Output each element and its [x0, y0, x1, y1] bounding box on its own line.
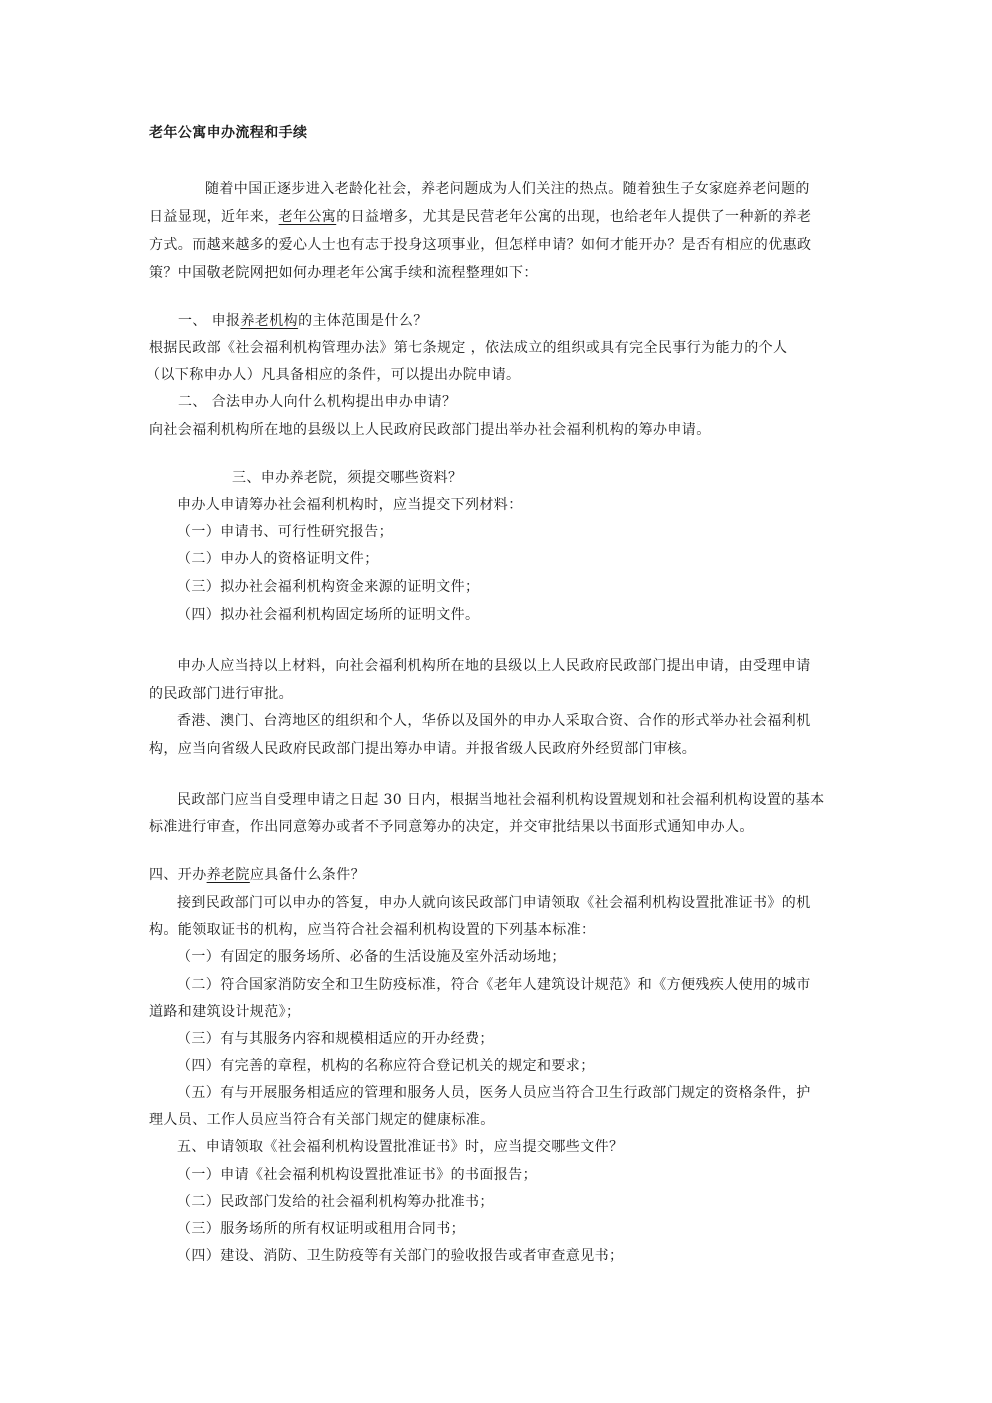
section-4-item: （三）有与其服务内容和规模相适应的开办经费； [177, 1031, 494, 1047]
section-4-item: （一）有固定的服务场所、必备的生活设施及室外活动场地； [177, 949, 566, 965]
section-2-heading: 二、 合法申办人向什么机构提出申办申请？ [178, 394, 457, 410]
intro-line-2: 日益显现，近年来，老年公寓的日益增多，尤其是民营老年公寓的出现，也给老年人提供了一种新的养老 [149, 209, 812, 225]
section-2-para-1: 向社会福利机构所在地的县级以上人民政府民政部门提出举办社会福利机构的筹办申请。 [149, 422, 711, 438]
section-3-item: （二）申办人的资格证明文件； [177, 551, 379, 567]
section-3-heading: 三、申办养老院，须提交哪些资料？ [232, 470, 463, 486]
link-nursing-home[interactable]: 养老院 [206, 867, 250, 883]
section-3-para-2: 的民政部门进行审批。 [149, 686, 293, 702]
section-4-item-cont: 理人员、工作人员应当符合有关部门规定的健康标准。 [149, 1112, 495, 1128]
section-1-heading: 一、 申报养老机构的主体范围是什么？ [178, 313, 428, 329]
section-4-item: （四）有完善的章程，机构的名称应符合登记机关的规定和要求； [177, 1058, 595, 1074]
section-1-para-2: （以下称申办人）凡具备相应的条件，可以提出办院申请。 [146, 367, 521, 383]
section-3-para-6: 标准进行审查，作出同意筹办或者不予同意筹办的决定，并交审批结果以书面形式通知申办人。 [149, 819, 754, 835]
section-4-item-cont: 道路和建筑设计规范》； [149, 1004, 301, 1020]
section-4-para-1: 接到民政部门可以申办的答复，申办人就向该民政部门申请领取《社会福利机构设置批准证书》的机 [177, 895, 811, 911]
section-4-para-2: 构。能领取证书的机构，应当符合社会福利机构设置的下列基本标准： [149, 922, 596, 938]
intro-line-4: 策？中国敬老院网把如何办理老年公寓手续和流程整理如下： [149, 265, 538, 281]
section-1-para-1: 根据民政部《社会福利机构管理办法》第七条规定 ，依法成立的组织或具有完全民事行为能力的个人 [149, 340, 788, 356]
section-5-item: （二）民政部门发给的社会福利机构筹办批准书； [177, 1194, 494, 1210]
section-3-item: （三）拟办社会福利机构资金来源的证明文件； [177, 579, 480, 595]
section-3-item: （一）申请书、可行性研究报告； [177, 524, 393, 540]
section-4-heading: 四、开办养老院应具备什么条件？ [149, 867, 366, 883]
section-3-item: （四）拟办社会福利机构固定场所的证明文件。 [177, 607, 480, 623]
section-3-para-5: 民政部门应当自受理申请之日起 30 日内，根据当地社会福利机构设置规划和社会福利机构设置的基本 [177, 792, 825, 808]
intro-line-1: 随着中国正逐步进入老龄化社会，养老问题成为人们关注的热点。随着独生子女家庭养老问题的 [205, 181, 810, 197]
document-title: 老年公寓申办流程和手续 [149, 125, 308, 141]
section-4-item: （二）符合国家消防安全和卫生防疫标准，符合《老年人建筑设计规范》和《方便残疾人使用的城市 [177, 977, 811, 993]
section-3-para-3: 香港、澳门、台湾地区的组织和个人，华侨以及国外的申办人采取合资、合作的形式举办社会福利机 [177, 713, 811, 729]
section-3-intro: 申办人申请筹办社会福利机构时，应当提交下列材料： [177, 497, 523, 513]
link-elderly-apartment[interactable]: 老年公寓 [278, 209, 337, 225]
section-5-heading: 五、申请领取《社会福利机构设置批准证书》时，应当提交哪些文件？ [177, 1139, 624, 1155]
section-3-para-1: 申办人应当持以上材料，向社会福利机构所在地的县级以上人民政府民政部门提出申请，由受理申请 [177, 658, 811, 674]
section-4-item: （五）有与开展服务相适应的管理和服务人员，医务人员应当符合卫生行政部门规定的资格条件，护 [177, 1085, 811, 1101]
section-3-para-4: 构，应当向省级人民政府民政部门提出筹办申请。并报省级人民政府外经贸部门审核。 [149, 741, 697, 757]
link-elderly-institution[interactable]: 养老机构 [240, 313, 299, 329]
intro-line-3: 方式。而越来越多的爱心人士也有志于投身这项事业，但怎样申请？如何才能开办？是否有相应的优惠政 [149, 237, 812, 253]
section-5-item: （三）服务场所的所有权证明或租用合同书； [177, 1221, 465, 1237]
section-5-item: （四）建设、消防、卫生防疫等有关部门的验收报告或者审查意见书； [177, 1248, 624, 1264]
section-5-item: （一）申请《社会福利机构设置批准证书》的书面报告； [177, 1167, 537, 1183]
